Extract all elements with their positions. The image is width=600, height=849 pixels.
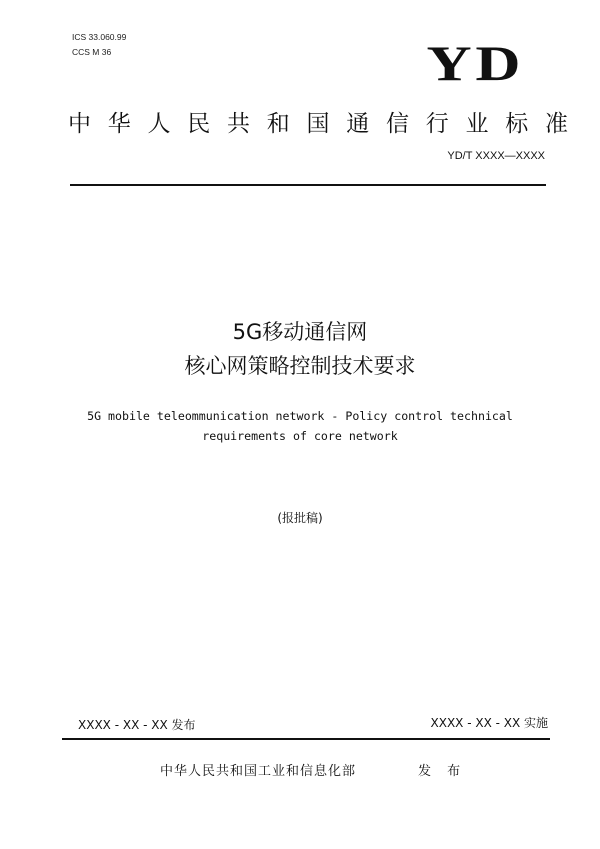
header-divider [70,184,546,186]
ics-code: ICS 33.060.99 [72,32,127,42]
yd-logo: YD [426,35,524,91]
title-zh-line1: 5G移动通信网 [232,320,368,344]
org-title-char: 标 [505,111,529,137]
org-title-char: 和 [266,111,290,137]
title-en-line1: 5G mobile teleommunication network - Policy control technical [87,409,513,423]
issue-label: 发 布 [418,764,467,779]
ccs-code: CCS M 36 [72,47,112,57]
org-title-char: 人 [147,111,171,137]
issuing-authority: 中华人民共和国工业和信息化部 [160,764,357,779]
org-title-char: 中 [68,111,91,137]
org-title-char: 共 [227,111,250,137]
org-title-char: 行 [425,111,449,137]
classification-codes [72,30,126,60]
org-title-char: 业 [465,111,489,137]
org-title [68,108,568,140]
org-title-char: 民 [187,111,211,137]
org-title-char: 通 [346,111,370,137]
org-title-char: 华 [107,111,131,137]
draft-status: (报批稿) [277,511,323,525]
title-zh-line2: 核心网策略控制技术要求 [184,354,416,378]
org-title-char: 信 [386,111,409,137]
org-title-char: 国 [306,111,330,137]
title-en-line2: requirements of core network [202,429,398,443]
publish-date: XXXX - XX - XX 发布 [78,718,196,732]
org-title-char: 准 [545,111,568,137]
standard-number: YD/T XXXX—XXXX [447,150,545,162]
footer-divider [62,738,550,740]
implement-date: XXXX - XX - XX 实施 [430,716,548,730]
